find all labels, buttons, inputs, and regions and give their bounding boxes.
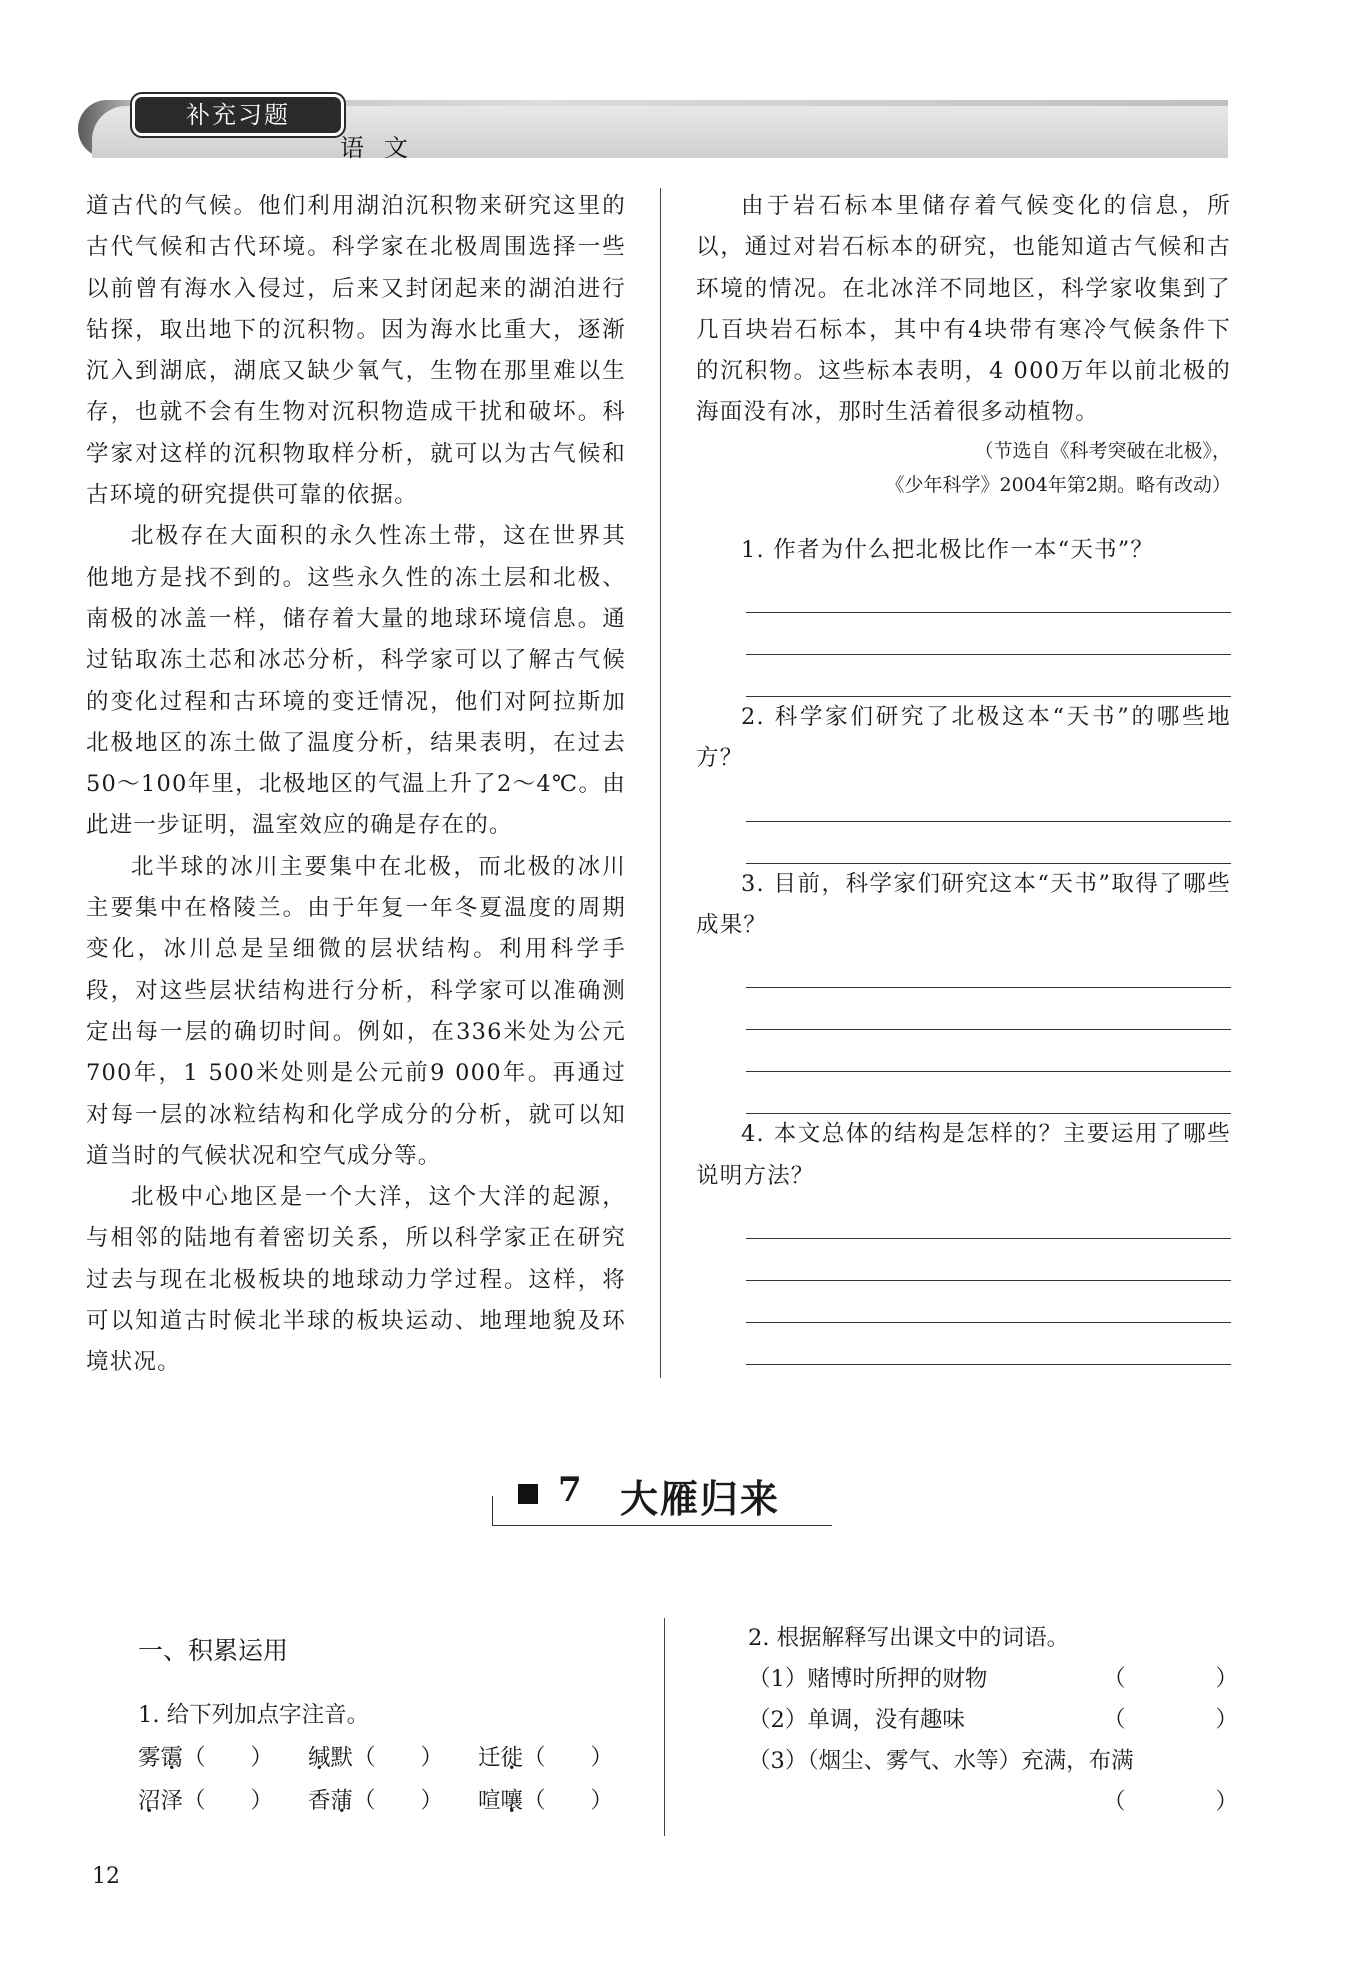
question-2: 2. 科学家们研究了北极这本“天书”的哪些地方？ — [696, 704, 1231, 772]
pinyin-words-row-2 — [138, 1781, 638, 1822]
answer-line[interactable] — [746, 1072, 1231, 1114]
pinyin-words-row-1 — [138, 1738, 638, 1779]
paragraph: 道古代的气候。他们利用湖泊沉积物来研究这里的古代气候和古代环境。科学家在北极周围选择一些以前曾有海水入侵过，后来又封闭起来的湖泊进行钻探，取出地下的沉积物。因为海水比重大，逐渐沉入到湖底，湖底又缺少氧气，生物在那里难以生存，也就不会有生物对沉积物造成干扰和破坏。科学家对这样的沉积物取样分析，就可以为古气候和古环境的研究提供可靠的依据。 — [86, 193, 626, 509]
header-tag: 补充习题 — [132, 94, 344, 136]
answer-line[interactable] — [746, 822, 1231, 864]
word-item[interactable]: 迁徙（ ） — [478, 1745, 614, 1771]
answer-line[interactable] — [746, 613, 1231, 655]
section-heading: 一、积累运用 — [138, 1636, 289, 1665]
paragraph: 北极中心地区是一个大洋，这个大洋的起源，与相邻的陆地有着密切关系，所以科学家正在研究过去与现在北极板块的地球动力学过程。这样，将可以知道古时候北半球的板块运动、地理地貌及环境状况。 — [86, 1184, 626, 1376]
question-3: 3. 目前，科学家们研究这本“天书”取得了哪些成果？ — [696, 870, 1231, 938]
answer-blank[interactable]: （ ） — [1102, 1707, 1238, 1733]
answer-line[interactable] — [746, 1323, 1231, 1365]
lesson-number: 7 — [558, 1470, 582, 1510]
question-1-prompt: 1. 给下列加点字注音。 — [138, 1702, 370, 1728]
column-divider — [660, 188, 661, 1378]
left-column — [86, 186, 626, 1384]
source-citation-line1: （节选自《科考突破在北极》， — [974, 439, 1231, 462]
definition-item — [748, 1782, 1238, 1823]
paragraph: 北半球的冰川主要集中在北极，而北极的冰川主要集中在格陵兰。由于年复一年冬夏温度的周期变化，冰川总是呈细微的层状结构。利用科学手段，对这些层状结构进行分析，科学家可以准确测定出每一层的确切时间。例如，在336米处为公元700年，1 500米处则是公元前9 000年。再通过对每一层的冰粒结构和化学成分的分析，就可以知道当时的气候状况和空气成分等。 — [86, 853, 626, 1169]
word-item[interactable]: 沼泽（ ） — [138, 1788, 274, 1814]
source-citation-line2: 《少年科学》2004年第2期。略有改动） — [885, 473, 1231, 496]
word-item[interactable]: 缄默（ ） — [308, 1745, 444, 1771]
word-item[interactable]: 香蒲（ ） — [308, 1788, 444, 1814]
page-header — [78, 94, 1228, 162]
answer-line[interactable] — [746, 780, 1231, 822]
square-bullet-icon — [518, 1484, 538, 1504]
question-1: 1. 作者为什么把北极比作一本“天书”？ — [741, 536, 1155, 563]
header-subject: 语文 — [340, 134, 428, 162]
answer-line[interactable] — [746, 1197, 1231, 1239]
answer-line[interactable] — [746, 1281, 1231, 1323]
answer-line[interactable] — [746, 946, 1231, 988]
word-item[interactable]: 雾霭（ ） — [138, 1745, 274, 1771]
lesson-title: 大雁归来 — [620, 1476, 781, 1521]
answer-line[interactable] — [746, 988, 1231, 1030]
answer-line[interactable] — [746, 1239, 1231, 1281]
paragraph: 由于岩石标本里储存着气候变化的信息，所以，通过对岩石标本的研究，也能知道古气候和古环境的情况。在北冰洋不同地区，科学家收集到了几百块岩石标本，其中有4块带有寒冷气候条件下的沉积物。这些标本表明，4 000万年以前北极的海面没有冰，那时生活着很多动植物。 — [696, 193, 1231, 426]
answer-line[interactable] — [746, 655, 1231, 697]
answer-blank[interactable]: （ ） — [1102, 1666, 1238, 1692]
question-2-prompt: 2. 根据解释写出课文中的词语。 — [748, 1625, 1070, 1651]
page-number: 12 — [92, 1864, 120, 1889]
paragraph: 北极存在大面积的永久性冻土带，这在世界其他地方是找不到的。这些永久性的冻土层和北极、南极的冰盖一样，储存着大量的地球环境信息。通过钻取冻土芯和冰芯分析，科学家可以了解古气候的变化过程和古环境的变迁情况，他们对阿拉斯加北极地区的冻土做了温度分析，结果表明，在过去50～100年里，北极地区的气温上升了2～4℃。由此进一步证明，温室效应的确是存在的。 — [86, 523, 626, 839]
section-vocabulary — [748, 1618, 1238, 1823]
answer-line[interactable] — [746, 1030, 1231, 1072]
lesson-title-block — [492, 1468, 832, 1526]
section-accumulation — [138, 1630, 638, 1822]
answer-blank[interactable]: （ ） — [1102, 1789, 1238, 1815]
definition-item: （2）单调，没有趣味 （ ） — [748, 1700, 1238, 1741]
question-4: 4. 本文总体的结构是怎样的？主要运用了哪些说明方法？ — [696, 1121, 1231, 1189]
answer-line[interactable] — [746, 571, 1231, 613]
right-column — [696, 186, 1231, 1365]
definition-item: （3）（烟尘、雾气、水等）充满，布满 — [748, 1748, 1134, 1774]
definition-item: （1）赌博时所押的财物 （ ） — [748, 1659, 1238, 1700]
word-item[interactable]: 喧嚷（ ） — [478, 1788, 614, 1814]
column-divider — [664, 1618, 665, 1836]
